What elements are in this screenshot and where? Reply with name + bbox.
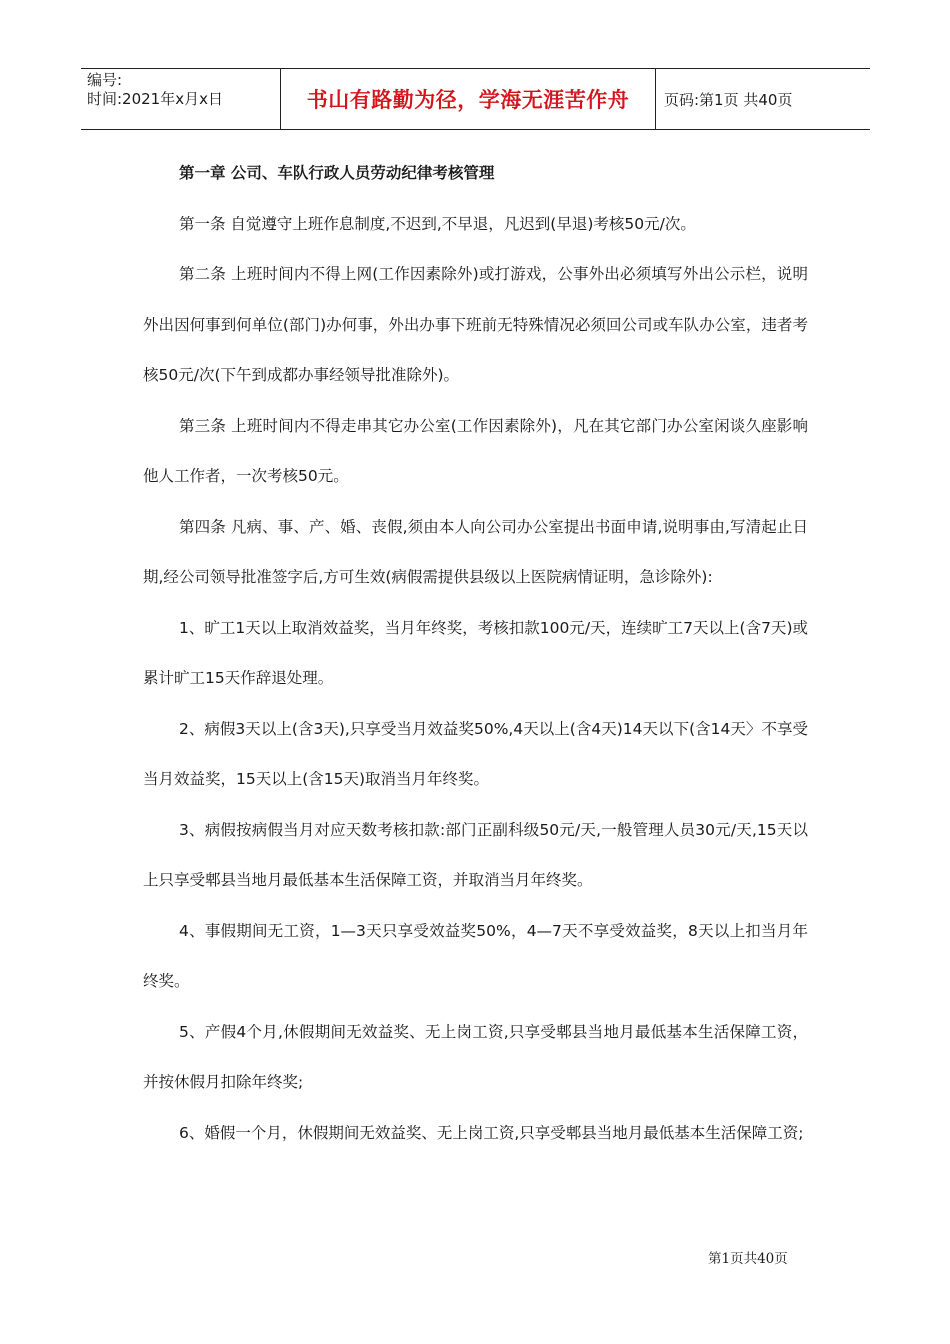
page-header [81, 68, 870, 130]
chapter-title: 第一章 公司、车队行政人员劳动纪律考核管理 [179, 164, 495, 182]
paragraph-item-2: 2、病假3天以上(含3天),只享受当月效益奖50%,4天以上(含4天)14天以下(含14天〉不享受当月效益奖，15天以上(含15天)取消当月年终奖。 [143, 719, 808, 788]
header-motto: 书山有路勤为径，学海无涯苦作舟 [281, 69, 656, 129]
paragraph-item-4: 4、事假期间无工资，1—3天只享受效益奖50%，4—7天不享受效益奖，8天以上扣当月年终奖。 [143, 921, 808, 990]
paragraph-item-3: 3、病假按病假当月对应天数考核扣款:部门正副科级50元/天,一般管理人员30元/天,15天以上只享受郫县当地月最低基本生活保障工资，并取消当月年终奖。 [143, 820, 808, 889]
paragraph-article-3: 第三条 上班时间内不得走串其它办公室(工作因素除外)，凡在其它部门办公室闲谈久座影响他人工作者，一次考核50元。 [143, 416, 808, 485]
page-footer-number: 第1页共40页 [708, 1251, 788, 1267]
paragraph-item-6: 6、婚假一个月，休假期间无效益奖、无上岗工资,只享受郫县当地月最低基本生活保障工资; [179, 1123, 804, 1142]
paragraph-item-5: 5、产假4个月,休假期间无效益奖、无上岗工资,只享受郫县当地月最低基本生活保障工资，并按休假月扣除年终奖; [143, 1022, 808, 1091]
paragraph-article-4: 第四条 凡病、事、产、婚、丧假,须由本人向公司办公室提出书面申请,说明事由,写清起止日期,经公司领导批准签字后,方可生效(病假需提供县级以上医院病情证明，急诊除外): [143, 517, 808, 586]
paragraph-item-1: 1、旷工1天以上取消效益奖，当月年终奖，考核扣款100元/天，连续旷工7天以上(含7天)或累计旷工15天作辞退处理。 [143, 618, 808, 687]
header-meta-cell [81, 69, 281, 129]
paragraph-article-1: 第一条 自觉遵守上班作息制度,不迟到,不早退，凡迟到(早退)考核50元/次。 [179, 214, 696, 233]
document-date-label: 时间:2021年x月x日 [87, 90, 223, 108]
document-number-label: 编号: [87, 71, 123, 89]
paragraph-article-2: 第二条 上班时间内不得上网(工作因素除外)或打游戏，公事外出必须填写外出公示栏，说明外出因何事到何单位(部门)办何事，外出办事下班前无特殊情况必须回公司或车队办公室，违者考核50元/次(下午到成都办事经领导批准除外)。 [143, 265, 808, 384]
document-body [143, 148, 808, 1158]
header-page-number: 页码:第1页 共40页 [664, 90, 793, 109]
